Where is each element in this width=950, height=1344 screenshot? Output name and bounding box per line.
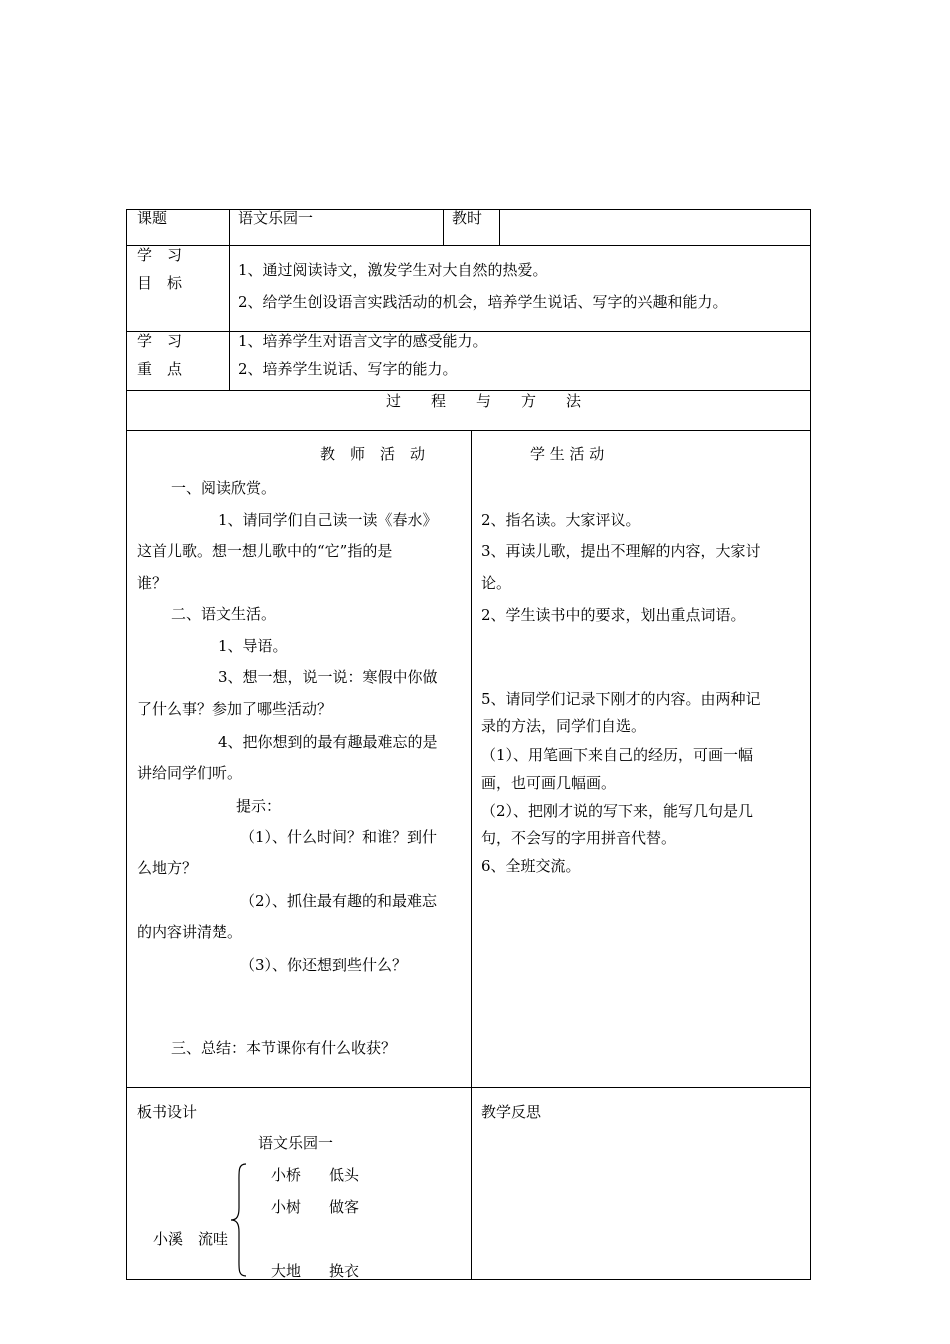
process-title: 过 程 与 方 法 bbox=[386, 392, 582, 410]
student-heading: 学 生 活 动 bbox=[530, 445, 605, 463]
board-branch-1-a: 小桥 bbox=[271, 1166, 302, 1184]
teacher-line: 提示： bbox=[236, 797, 282, 815]
table-border-left bbox=[126, 209, 127, 1280]
curly-brace-icon bbox=[228, 1163, 248, 1277]
period-label-left-divider bbox=[443, 209, 444, 246]
student-line: 5、请同学们记录下刚才的内容。由两种记 bbox=[481, 690, 761, 708]
keypoints-item-2: 2、培养学生说话、写字的能力。 bbox=[238, 360, 458, 378]
teacher-line: 1、导语。 bbox=[218, 637, 288, 655]
student-line: 画，也可画几幅画。 bbox=[481, 774, 617, 792]
subject-label: 课题 bbox=[137, 209, 168, 227]
teacher-line: 4、把你想到的最有趣最难忘的是 bbox=[218, 733, 438, 751]
goals-label-line2: 目 标 bbox=[137, 274, 183, 292]
board-branch-3-b: 换衣 bbox=[329, 1262, 360, 1280]
goals-label-line1: 学 习 bbox=[137, 246, 183, 264]
student-line: （2）、把刚才说的写下来，能写几句是几 bbox=[481, 802, 754, 820]
board-branch-1-b: 低头 bbox=[329, 1166, 360, 1184]
label-column-divider bbox=[229, 209, 230, 391]
board-root: 小溪 流哇 bbox=[153, 1230, 229, 1248]
teacher-line: （1）、什么时间？和谁？到什 bbox=[240, 828, 438, 846]
teacher-line: 了什么事？参加了哪些活动？ bbox=[137, 700, 333, 718]
row-divider-activities bbox=[126, 1087, 811, 1088]
teacher-line: 这首儿歌。想一想儿歌中的“它”指的是 bbox=[137, 542, 393, 560]
keypoints-label-line2: 重 点 bbox=[137, 360, 183, 378]
teacher-line: （3）、你还想到些什么？ bbox=[240, 956, 408, 974]
student-line: 2、学生读书中的要求，划出重点词语。 bbox=[481, 606, 746, 624]
board-branch-3-a: 大地 bbox=[271, 1262, 302, 1280]
board-title: 语文乐园一 bbox=[258, 1134, 334, 1152]
teacher-line: 三、总结：本节课你有什么收获？ bbox=[171, 1039, 397, 1057]
reflection-label: 教学反思 bbox=[481, 1103, 542, 1121]
board-branch-2-a: 小树 bbox=[271, 1198, 302, 1216]
teacher-line: 讲给同学们听。 bbox=[137, 764, 243, 782]
teacher-line: 二、语文生活。 bbox=[171, 605, 277, 623]
teacher-line: 3、想一想，说一说：寒假中你做 bbox=[218, 668, 438, 686]
period-label: 教时 bbox=[452, 209, 483, 227]
student-line: 6、全班交流。 bbox=[481, 857, 581, 875]
teacher-line: （2）、抓住最有趣的和最难忘 bbox=[240, 892, 438, 910]
goals-item-1: 1、通过阅读诗文，激发学生对大自然的热爱。 bbox=[238, 261, 548, 279]
student-line: 录的方法，同学们自选。 bbox=[481, 717, 647, 735]
board-design-label: 板书设计 bbox=[137, 1103, 198, 1121]
student-line: 3、再读儿歌，提出不理解的内容，大家讨 bbox=[481, 542, 761, 560]
teacher-line: 1、请同学们自己读一读《春水》 bbox=[218, 511, 438, 529]
activity-column-divider bbox=[471, 430, 472, 1280]
teacher-line: 么地方？ bbox=[137, 859, 198, 877]
teacher-line: 的内容讲清楚。 bbox=[137, 923, 243, 941]
goals-item-2: 2、给学生创设语言实践活动的机会，培养学生说话、写字的兴趣和能力。 bbox=[238, 293, 728, 311]
student-line: 句，不会写的字用拼音代替。 bbox=[481, 829, 677, 847]
student-line: 论。 bbox=[481, 574, 512, 592]
table-border-bottom bbox=[126, 1279, 811, 1280]
period-label-right-divider bbox=[499, 209, 500, 246]
table-border-right bbox=[810, 209, 811, 1280]
teacher-line: 一、阅读欣赏。 bbox=[171, 479, 277, 497]
student-line: （1）、用笔画下来自己的经历，可画一幅 bbox=[481, 746, 754, 764]
student-line: 2、指名读。大家评议。 bbox=[481, 511, 641, 529]
teacher-heading: 教 师 活 动 bbox=[320, 445, 426, 463]
row-divider-process bbox=[126, 430, 811, 431]
keypoints-item-1: 1、培养学生对语言文字的感受能力。 bbox=[238, 332, 488, 350]
teacher-line: 谁？ bbox=[137, 574, 168, 592]
keypoints-label-line1: 学 习 bbox=[137, 332, 183, 350]
subject-value: 语文乐园一 bbox=[238, 209, 314, 227]
board-branch-2-b: 做客 bbox=[329, 1198, 360, 1216]
